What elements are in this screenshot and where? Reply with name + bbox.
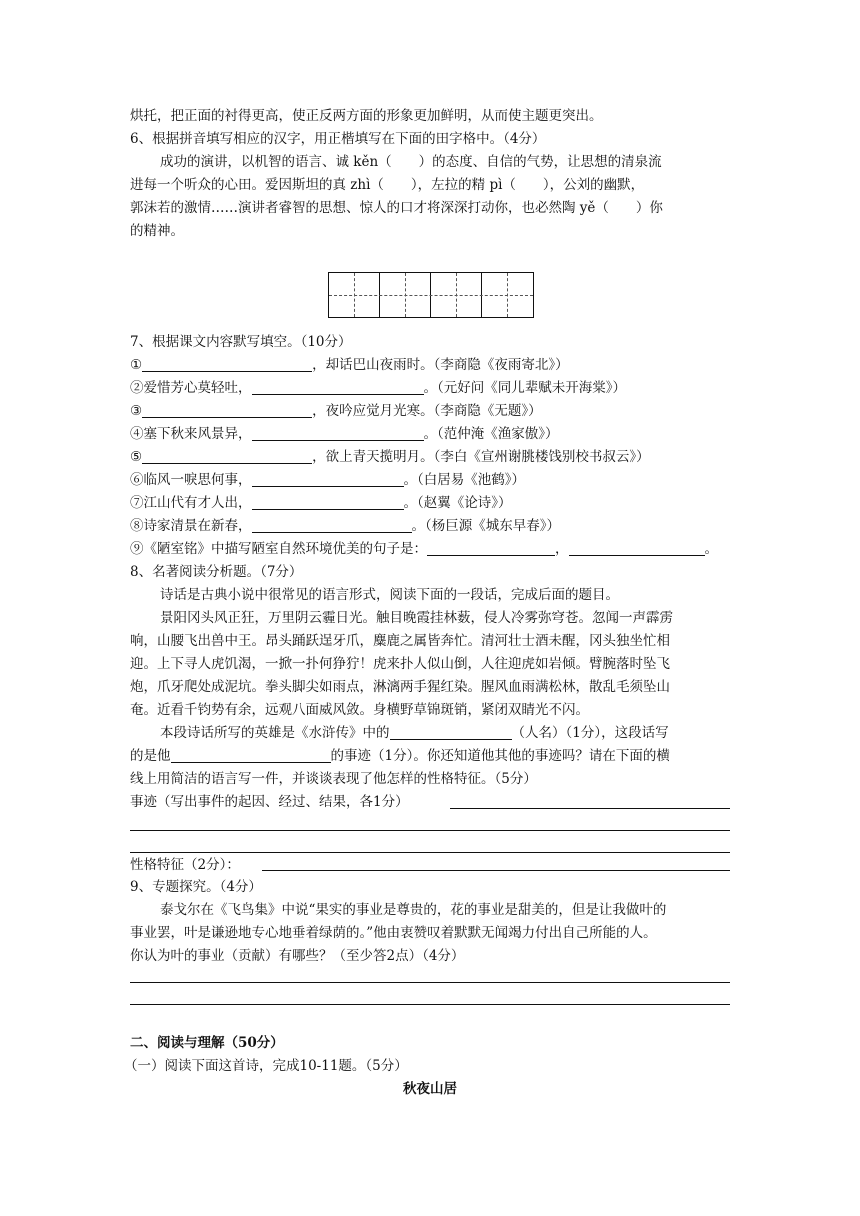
text-line: 迎。上下寻人虎饥渴，一掀一扑何狰狞！虎来扑人似山倒，人往迎虎如岩倾。臂腕落时坠飞 [130,656,670,672]
answer-blank[interactable] [252,472,404,487]
answer-blank[interactable] [390,725,512,740]
text-line: 炮，爪牙爬处成泥坑。拳头脚尖如雨点，淋漓两手猩红染。腥风血雨满松林，散乱毛须坠山 [130,679,670,695]
answer-blank[interactable] [427,541,555,556]
answer-line[interactable] [130,982,730,983]
fill-line-1: ① ，却话巴山夜雨时。（李商隐《夜雨寄北》） [130,357,569,373]
text-line: 线上用简洁的语言写一件，并谈谈表现了他怎样的性格特征。（5分） [130,771,537,787]
answer-blank[interactable] [142,403,312,418]
fill-line-3: ③ ，夜吟应觉月光寒。（李商隐《无题》） [130,403,542,419]
answer-blank[interactable] [142,357,312,372]
answer-blank[interactable] [142,449,312,464]
fill-line-2: ②爱惜芳心莫轻吐， 。（元好问《同儿辈赋未开海棠》） [130,380,626,396]
answer-blank[interactable] [569,541,705,556]
tianzige-grid[interactable] [328,272,534,318]
fill-line-9: ⑨《陋室铭》中描写陋室自然环境优美的句子是： ， 。 [130,541,718,557]
fill-line-8: ⑧诗家清景在新春， 。（杨巨源《城东早春》） [130,518,560,534]
section-2-part-1: （一）阅读下面这首诗，完成10-11题。（5分） [124,1058,408,1074]
answer-line[interactable] [262,870,730,871]
question-8-heading: 8、名著阅读分析题。（7分） [130,564,303,580]
text-line: 的精神。 [130,223,184,239]
section-2-heading: 二、阅读与理解（50分） [130,1035,284,1051]
answer-blank[interactable] [252,495,404,510]
text-line: 事业罢，叶是谦逊地专心地垂着绿荫的。”他由衷赞叹着默默无闻竭力付出自己所能的人。 [130,925,657,941]
text-line: 景阳冈头风正狂，万里阴云霾日光。触目晚霞挂林薮，侵人冷雾弥穹苍。忽闻一声霹雳 [160,610,673,626]
q8-trait-label: 性格特征（2分）： [130,857,240,873]
fill-line-6: ⑥临风一唳思何事， 。（白居易《池鹤》） [130,472,525,488]
text-line: 烘托，把正面的衬得更高，使正反两方面的形象更加鲜明，从而使主题更突出。 [130,108,603,124]
question-7-heading: 7、根据课文内容默写填空。（10分） [130,334,352,350]
answer-line[interactable] [130,852,730,853]
answer-line[interactable] [450,808,730,809]
text-line: 你认为叶的事业（贡献）有哪些？（至少答2点）（4分） [130,948,465,964]
answer-blank[interactable] [252,426,424,441]
text-line: 郭沫若的激情……演讲者睿智的思想、惊人的口才将深深打动你，也必然陶 yě（ ）你 [130,200,663,216]
q8-deed-line: 的是他 的事迹（1分）。你还知道他其他的事迹吗？请在下面的横 [130,748,670,764]
answer-line[interactable] [130,1004,730,1005]
answer-blank[interactable] [171,748,331,763]
fill-line-7: ⑦江山代有才人出， 。（赵翼《论诗》） [130,495,512,511]
fill-line-5: ⑤ ，欲上青天揽明月。（李白《宣州谢朓楼饯别校书叔云》） [130,449,650,465]
poem-title: 秋夜山居 [403,1081,457,1097]
question-6-heading: 6、根据拼音填写相应的汉字，用正楷填写在下面的田字格中。（4分） [130,131,546,147]
question-9-heading: 9、专题探究。（4分） [130,879,262,895]
answer-blank[interactable] [252,380,424,395]
answer-line[interactable] [130,830,730,831]
text-line: 奄。近看千钧势有余，远观八面威风敛。身横野草锦斑销，紧闭双睛光不闪。 [130,702,589,718]
q8-deed-label: 事迹（写出事件的起因、经过、结果，各1分） [130,794,409,810]
fill-line-4: ④塞下秋来风景异， 。（范仲淹《渔家傲》） [130,426,559,442]
q8-name-line: 本段诗话所写的英雄是《水浒传》中的 （人名）（1分），这段话写 [160,725,669,741]
text-line: 响，山腰飞出兽中王。昂头踊跃逞牙爪，麋鹿之属皆奔忙。清河壮士酒未醒，冈头独坐忙相 [130,633,670,649]
text-line: 诗话是古典小说中很常见的语言形式，阅读下面的一段话，完成后面的题目。 [160,587,619,603]
text-line: 成功的演讲，以机智的语言、诚 kěn（ ）的态度、自信的气势，让思想的清泉流 [160,154,662,170]
text-line: 进每一个听众的心田。爱因斯坦的真 zhì（ ），左拉的精 pì（ ），公刘的幽默， [130,177,645,193]
answer-blank[interactable] [252,518,412,533]
text-line: 泰戈尔在《飞鸟集》中说“果实的事业是尊贵的，花的事业是甜美的，但是让我做叶的 [160,902,667,918]
